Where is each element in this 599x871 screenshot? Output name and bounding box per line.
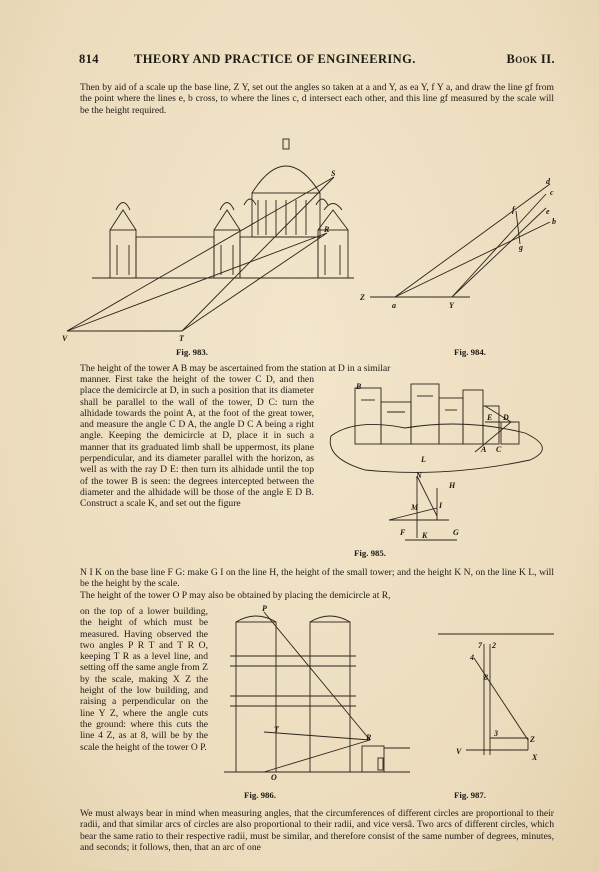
book-number: Book II. <box>506 52 555 66</box>
fig984-label-f: f <box>512 205 515 214</box>
fig987-label-7: 7 <box>478 641 482 650</box>
fig987-label-4: 4 <box>470 653 474 662</box>
running-title: THEORY AND PRACTICE OF ENGINEERING. <box>134 52 416 66</box>
fig985-label-i: I <box>439 501 443 510</box>
fig986-label-t: T <box>274 725 279 734</box>
fig985-label-g: G <box>453 528 459 537</box>
fig985-label-m: M <box>411 503 419 512</box>
fig984-label-y: Y <box>449 301 454 310</box>
fig985-label-k: K <box>422 531 428 540</box>
paragraph-circles: We must always bear in mind when measuring angles, that the circumferences of different circles are proportional to their radii, and that similar arcs of circles are also proportional to their radii, and vice versâ. Two arcs of different circles, which bear the same ratio to their respective radii, must be similar, and therefore consist of the same number of degrees, minutes, and seconds; it follows, then, that an arc of one <box>80 808 554 853</box>
paragraph-intro: Then by aid of a scale up the base line, Z Y, set out the angles so taken at a and Y, as ea Y, f Y a, and draw the line gf from the point where the lines e, b cross, to where the lines c, d intersect each other, and this line gf measured by the scale will be the height required. <box>80 82 554 116</box>
fig986-label-o: O <box>271 773 277 782</box>
fig985-label-h: H <box>449 481 456 490</box>
fig986-label-p: P <box>262 604 267 613</box>
fig983-label-t: T <box>179 334 184 343</box>
fig984-label-b: b <box>552 217 556 226</box>
fig987-label-8: 8 <box>484 673 488 682</box>
fig987-label-z: Z <box>530 735 535 744</box>
fig987-label-2: 2 <box>492 641 496 650</box>
figure-985-castle <box>325 378 560 548</box>
fig987-label-v: V <box>456 747 462 756</box>
fig985-label-c: C <box>496 445 502 454</box>
fig987-label-3: 3 <box>494 729 498 738</box>
page-number: 814 <box>79 52 99 66</box>
fig984-label-g: g <box>519 243 523 252</box>
fig983-caption: Fig. 983. <box>176 347 209 357</box>
fig987-caption: Fig. 987. <box>454 790 487 800</box>
fig984-label-e: e <box>546 207 550 216</box>
fig985-label-f: F <box>400 528 406 537</box>
fig984-label-c: c <box>550 188 554 197</box>
paragraph-low-building: on the top of a lower building, the height of which must be measured. Having observed the two angles P R T and T R O, keeping T R as a level line, and setting off the same angle from Z by the scale, making X Z the height of the low building, and raising a perpendicular on the line Y Z, where the angle cuts the ground: where this cuts the line 4 Z, as at 8, will be by the scale the height of the tower O P. <box>80 606 208 753</box>
fig983-label-r: R <box>324 225 330 234</box>
fig986-label-r: R <box>366 733 372 742</box>
fig984-label-a: a <box>392 301 396 310</box>
paragraph-scale-figure: N I K on the base line F G: make G I on the line H, the height of the small tower; and the height K N, on the line K L, will be the height by the scale. The height of the tower O P may also be obtained by placing the demicircle at R, <box>80 567 554 601</box>
fig984-label-z: Z <box>360 293 365 302</box>
fig985-label-l: L <box>421 455 426 464</box>
running-header <box>79 52 555 68</box>
fig985-caption: Fig. 985. <box>354 548 387 558</box>
figure-983-cathedral <box>62 145 362 345</box>
fig983-label-v: V <box>62 334 68 343</box>
paragraph-tower-lead: The height of the tower A B may be ascertained from the station at D in a similar <box>80 363 391 374</box>
fig984-caption: Fig. 984. <box>454 347 487 357</box>
fig983-label-s: S <box>331 169 336 178</box>
fig985-label-d: D <box>503 413 509 422</box>
fig985-label-n: N <box>416 471 422 480</box>
figure-984-construction <box>360 178 560 308</box>
fig985-label-b: B <box>356 382 362 391</box>
paragraph-tower-body: manner. First take the height of the tower C D, and then place the demicircle at D, in such a position that its diameter shall be parallel to the wall of the tower, D C: turn the alhidade towards the point A, at the foot of the great tower, and measure the angle C D A, the angle D C A being a right angle. Keeping the demicircle at D, place it in such a manner that its graduated limb shall be uppermost, its plane perpendicular, and its diameter parallel with the horizon, as well as with the ray D E: then turn its alhidade until the top of the tower B is seen: the degrees intercepted between the diameter and the alhidade will be those of the angle E D B. Construct a scale K, and set out the figure <box>80 374 314 510</box>
figure-986-towers <box>222 606 412 788</box>
fig987-label-x: X <box>532 753 538 762</box>
fig985-label-a: A <box>481 445 487 454</box>
fig985-label-e: E <box>487 413 493 422</box>
fig984-label-d: d <box>546 177 550 186</box>
fig986-caption: Fig. 986. <box>244 790 277 800</box>
figure-987-scale <box>434 630 559 770</box>
